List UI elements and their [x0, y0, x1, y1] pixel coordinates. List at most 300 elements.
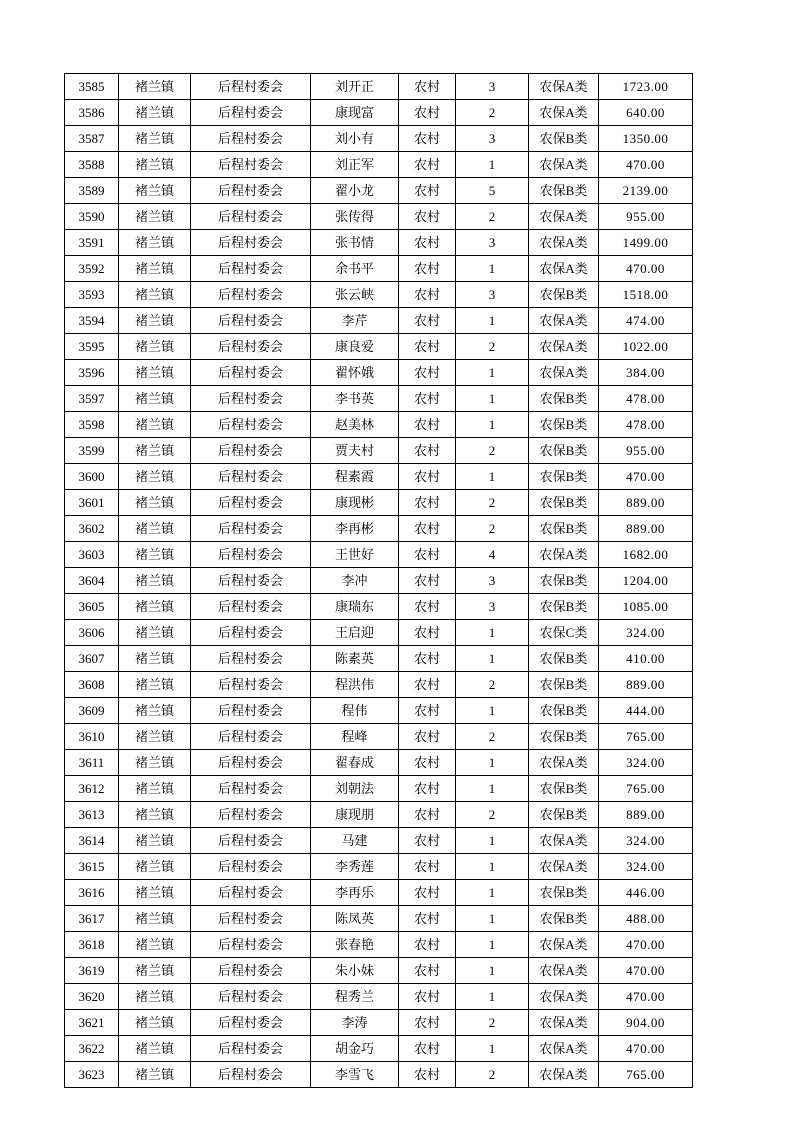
cell-amount: 1350.00 [599, 126, 693, 152]
cell-village: 后程村委会 [191, 464, 311, 490]
cell-serial: 3588 [65, 152, 119, 178]
cell-village: 后程村委会 [191, 230, 311, 256]
cell-name: 李涛 [311, 1010, 399, 1036]
cell-residence: 农村 [399, 490, 456, 516]
cell-town: 褚兰镇 [119, 1010, 191, 1036]
cell-village: 后程村委会 [191, 932, 311, 958]
cell-town: 褚兰镇 [119, 178, 191, 204]
cell-village: 后程村委会 [191, 282, 311, 308]
cell-serial: 3595 [65, 334, 119, 360]
cell-count: 2 [456, 490, 529, 516]
cell-serial: 3610 [65, 724, 119, 750]
cell-residence: 农村 [399, 412, 456, 438]
cell-town: 褚兰镇 [119, 880, 191, 906]
cell-serial: 3611 [65, 750, 119, 776]
cell-village: 后程村委会 [191, 594, 311, 620]
cell-residence: 农村 [399, 74, 456, 100]
cell-count: 3 [456, 282, 529, 308]
cell-town: 褚兰镇 [119, 230, 191, 256]
table-row [65, 1062, 693, 1088]
cell-residence: 农村 [399, 620, 456, 646]
cell-count: 2 [456, 516, 529, 542]
cell-amount: 470.00 [599, 1036, 693, 1062]
cell-category: 农保A类 [529, 74, 599, 100]
table-row [65, 750, 693, 776]
cell-residence: 农村 [399, 672, 456, 698]
cell-residence: 农村 [399, 100, 456, 126]
cell-serial: 3616 [65, 880, 119, 906]
cell-name: 胡金巧 [311, 1036, 399, 1062]
cell-town: 褚兰镇 [119, 308, 191, 334]
cell-category: 农保B类 [529, 724, 599, 750]
cell-serial: 3597 [65, 386, 119, 412]
table-body [65, 74, 693, 1088]
cell-count: 1 [456, 854, 529, 880]
cell-town: 褚兰镇 [119, 984, 191, 1010]
cell-residence: 农村 [399, 204, 456, 230]
cell-residence: 农村 [399, 594, 456, 620]
cell-residence: 农村 [399, 334, 456, 360]
cell-amount: 904.00 [599, 1010, 693, 1036]
cell-residence: 农村 [399, 360, 456, 386]
cell-residence: 农村 [399, 516, 456, 542]
cell-amount: 1085.00 [599, 594, 693, 620]
cell-count: 2 [456, 1010, 529, 1036]
table-row [65, 568, 693, 594]
cell-village: 后程村委会 [191, 984, 311, 1010]
cell-town: 褚兰镇 [119, 74, 191, 100]
cell-serial: 3606 [65, 620, 119, 646]
cell-residence: 农村 [399, 1010, 456, 1036]
cell-serial: 3613 [65, 802, 119, 828]
cell-category: 农保B类 [529, 412, 599, 438]
cell-count: 1 [456, 906, 529, 932]
cell-name: 陈素英 [311, 646, 399, 672]
cell-count: 1 [456, 646, 529, 672]
cell-category: 农保C类 [529, 620, 599, 646]
cell-town: 褚兰镇 [119, 386, 191, 412]
cell-residence: 农村 [399, 256, 456, 282]
cell-amount: 478.00 [599, 386, 693, 412]
cell-amount: 474.00 [599, 308, 693, 334]
cell-town: 褚兰镇 [119, 620, 191, 646]
table-row [65, 438, 693, 464]
cell-name: 王世好 [311, 542, 399, 568]
cell-village: 后程村委会 [191, 412, 311, 438]
cell-amount: 1204.00 [599, 568, 693, 594]
cell-residence: 农村 [399, 984, 456, 1010]
table-row [65, 360, 693, 386]
cell-serial: 3587 [65, 126, 119, 152]
cell-village: 后程村委会 [191, 906, 311, 932]
cell-count: 1 [456, 750, 529, 776]
table-row [65, 880, 693, 906]
cell-name: 翟怀娥 [311, 360, 399, 386]
cell-serial: 3620 [65, 984, 119, 1010]
cell-name: 赵美林 [311, 412, 399, 438]
cell-serial: 3608 [65, 672, 119, 698]
cell-category: 农保B类 [529, 282, 599, 308]
cell-town: 褚兰镇 [119, 698, 191, 724]
table-row [65, 386, 693, 412]
cell-amount: 324.00 [599, 620, 693, 646]
cell-count: 3 [456, 74, 529, 100]
cell-village: 后程村委会 [191, 438, 311, 464]
payment-table [64, 73, 693, 1088]
cell-village: 后程村委会 [191, 100, 311, 126]
cell-name: 刘朝法 [311, 776, 399, 802]
cell-category: 农保B类 [529, 516, 599, 542]
cell-town: 褚兰镇 [119, 1036, 191, 1062]
cell-category: 农保A类 [529, 204, 599, 230]
cell-amount: 1682.00 [599, 542, 693, 568]
cell-amount: 765.00 [599, 1062, 693, 1088]
cell-category: 农保B类 [529, 802, 599, 828]
cell-name: 康良爱 [311, 334, 399, 360]
table-row [65, 100, 693, 126]
cell-count: 1 [456, 776, 529, 802]
cell-village: 后程村委会 [191, 568, 311, 594]
cell-count: 1 [456, 880, 529, 906]
cell-name: 程峰 [311, 724, 399, 750]
cell-residence: 农村 [399, 542, 456, 568]
cell-village: 后程村委会 [191, 802, 311, 828]
cell-name: 程伟 [311, 698, 399, 724]
cell-category: 农保A类 [529, 1036, 599, 1062]
cell-serial: 3617 [65, 906, 119, 932]
table-row [65, 724, 693, 750]
cell-serial: 3622 [65, 1036, 119, 1062]
cell-serial: 3607 [65, 646, 119, 672]
cell-name: 翟小龙 [311, 178, 399, 204]
cell-town: 褚兰镇 [119, 594, 191, 620]
cell-count: 2 [456, 204, 529, 230]
cell-name: 余书平 [311, 256, 399, 282]
cell-name: 李秀莲 [311, 854, 399, 880]
cell-amount: 470.00 [599, 984, 693, 1010]
cell-amount: 410.00 [599, 646, 693, 672]
cell-residence: 农村 [399, 126, 456, 152]
cell-town: 褚兰镇 [119, 906, 191, 932]
cell-residence: 农村 [399, 1036, 456, 1062]
table-row [65, 308, 693, 334]
cell-name: 李芹 [311, 308, 399, 334]
cell-name: 康现富 [311, 100, 399, 126]
cell-serial: 3590 [65, 204, 119, 230]
table-row [65, 802, 693, 828]
cell-town: 褚兰镇 [119, 516, 191, 542]
cell-name: 张春艳 [311, 932, 399, 958]
cell-serial: 3586 [65, 100, 119, 126]
cell-village: 后程村委会 [191, 620, 311, 646]
cell-category: 农保A类 [529, 750, 599, 776]
cell-name: 张传得 [311, 204, 399, 230]
table-row [65, 932, 693, 958]
cell-amount: 640.00 [599, 100, 693, 126]
cell-town: 褚兰镇 [119, 100, 191, 126]
cell-village: 后程村委会 [191, 360, 311, 386]
table-row [65, 984, 693, 1010]
cell-amount: 1022.00 [599, 334, 693, 360]
cell-category: 农保B类 [529, 386, 599, 412]
cell-residence: 农村 [399, 282, 456, 308]
cell-serial: 3591 [65, 230, 119, 256]
cell-name: 康现朋 [311, 802, 399, 828]
cell-village: 后程村委会 [191, 724, 311, 750]
cell-category: 农保A类 [529, 334, 599, 360]
cell-serial: 3602 [65, 516, 119, 542]
cell-village: 后程村委会 [191, 490, 311, 516]
cell-count: 3 [456, 230, 529, 256]
cell-category: 农保A类 [529, 230, 599, 256]
cell-residence: 农村 [399, 750, 456, 776]
cell-count: 2 [456, 438, 529, 464]
cell-town: 褚兰镇 [119, 568, 191, 594]
cell-residence: 农村 [399, 308, 456, 334]
table-row [65, 178, 693, 204]
cell-count: 3 [456, 568, 529, 594]
table-row [65, 776, 693, 802]
cell-category: 农保A类 [529, 1010, 599, 1036]
cell-village: 后程村委会 [191, 828, 311, 854]
cell-serial: 3598 [65, 412, 119, 438]
cell-serial: 3621 [65, 1010, 119, 1036]
cell-village: 后程村委会 [191, 386, 311, 412]
cell-village: 后程村委会 [191, 152, 311, 178]
cell-serial: 3614 [65, 828, 119, 854]
table-row [65, 516, 693, 542]
cell-count: 2 [456, 1062, 529, 1088]
cell-residence: 农村 [399, 464, 456, 490]
cell-count: 1 [456, 932, 529, 958]
cell-amount: 470.00 [599, 464, 693, 490]
cell-serial: 3594 [65, 308, 119, 334]
cell-count: 1 [456, 412, 529, 438]
table-row [65, 1036, 693, 1062]
cell-town: 褚兰镇 [119, 854, 191, 880]
cell-count: 2 [456, 100, 529, 126]
cell-name: 朱小妹 [311, 958, 399, 984]
cell-count: 1 [456, 984, 529, 1010]
cell-category: 农保A类 [529, 828, 599, 854]
cell-amount: 488.00 [599, 906, 693, 932]
cell-village: 后程村委会 [191, 646, 311, 672]
cell-amount: 889.00 [599, 802, 693, 828]
cell-amount: 324.00 [599, 854, 693, 880]
cell-name: 李再彬 [311, 516, 399, 542]
cell-count: 1 [456, 360, 529, 386]
cell-name: 康瑞东 [311, 594, 399, 620]
cell-residence: 农村 [399, 646, 456, 672]
cell-village: 后程村委会 [191, 126, 311, 152]
cell-name: 程秀兰 [311, 984, 399, 1010]
cell-residence: 农村 [399, 178, 456, 204]
cell-residence: 农村 [399, 958, 456, 984]
cell-name: 康现彬 [311, 490, 399, 516]
cell-village: 后程村委会 [191, 880, 311, 906]
table-row [65, 412, 693, 438]
cell-category: 农保A类 [529, 932, 599, 958]
cell-count: 1 [456, 698, 529, 724]
cell-category: 农保B类 [529, 698, 599, 724]
cell-amount: 324.00 [599, 750, 693, 776]
cell-name: 张书情 [311, 230, 399, 256]
cell-category: 农保B类 [529, 594, 599, 620]
cell-residence: 农村 [399, 230, 456, 256]
cell-village: 后程村委会 [191, 1010, 311, 1036]
cell-town: 褚兰镇 [119, 776, 191, 802]
table-row [65, 256, 693, 282]
cell-category: 农保B类 [529, 672, 599, 698]
cell-name: 刘开正 [311, 74, 399, 100]
cell-village: 后程村委会 [191, 958, 311, 984]
cell-count: 3 [456, 594, 529, 620]
cell-name: 程素霞 [311, 464, 399, 490]
cell-town: 褚兰镇 [119, 802, 191, 828]
cell-category: 农保B类 [529, 438, 599, 464]
cell-count: 5 [456, 178, 529, 204]
cell-town: 褚兰镇 [119, 490, 191, 516]
cell-town: 褚兰镇 [119, 438, 191, 464]
cell-town: 褚兰镇 [119, 828, 191, 854]
cell-amount: 765.00 [599, 724, 693, 750]
cell-category: 农保A类 [529, 360, 599, 386]
cell-name: 程洪伟 [311, 672, 399, 698]
cell-name: 陈凤英 [311, 906, 399, 932]
cell-town: 褚兰镇 [119, 282, 191, 308]
cell-category: 农保B类 [529, 178, 599, 204]
cell-serial: 3593 [65, 282, 119, 308]
cell-serial: 3592 [65, 256, 119, 282]
cell-town: 褚兰镇 [119, 360, 191, 386]
cell-village: 后程村委会 [191, 74, 311, 100]
cell-serial: 3600 [65, 464, 119, 490]
cell-village: 后程村委会 [191, 256, 311, 282]
cell-village: 后程村委会 [191, 672, 311, 698]
cell-category: 农保A类 [529, 308, 599, 334]
cell-amount: 765.00 [599, 776, 693, 802]
cell-serial: 3623 [65, 1062, 119, 1088]
cell-town: 褚兰镇 [119, 750, 191, 776]
cell-category: 农保A类 [529, 1062, 599, 1088]
cell-count: 1 [456, 308, 529, 334]
cell-village: 后程村委会 [191, 178, 311, 204]
cell-town: 褚兰镇 [119, 256, 191, 282]
cell-town: 褚兰镇 [119, 542, 191, 568]
table-row [65, 698, 693, 724]
cell-count: 1 [456, 256, 529, 282]
cell-amount: 955.00 [599, 438, 693, 464]
cell-category: 农保A类 [529, 256, 599, 282]
cell-count: 1 [456, 958, 529, 984]
cell-residence: 农村 [399, 828, 456, 854]
cell-amount: 324.00 [599, 828, 693, 854]
cell-village: 后程村委会 [191, 698, 311, 724]
cell-serial: 3609 [65, 698, 119, 724]
cell-amount: 470.00 [599, 932, 693, 958]
cell-amount: 889.00 [599, 490, 693, 516]
cell-serial: 3619 [65, 958, 119, 984]
cell-category: 农保B类 [529, 568, 599, 594]
table-row [65, 490, 693, 516]
cell-village: 后程村委会 [191, 204, 311, 230]
cell-town: 褚兰镇 [119, 334, 191, 360]
cell-name: 张云峡 [311, 282, 399, 308]
table-row [65, 230, 693, 256]
cell-count: 1 [456, 152, 529, 178]
cell-serial: 3603 [65, 542, 119, 568]
cell-serial: 3585 [65, 74, 119, 100]
cell-serial: 3618 [65, 932, 119, 958]
cell-category: 农保B类 [529, 490, 599, 516]
cell-residence: 农村 [399, 386, 456, 412]
cell-village: 后程村委会 [191, 1036, 311, 1062]
table-row [65, 74, 693, 100]
cell-amount: 955.00 [599, 204, 693, 230]
cell-count: 1 [456, 464, 529, 490]
cell-amount: 2139.00 [599, 178, 693, 204]
cell-amount: 446.00 [599, 880, 693, 906]
cell-name: 李书英 [311, 386, 399, 412]
cell-amount: 1499.00 [599, 230, 693, 256]
cell-category: 农保B类 [529, 126, 599, 152]
cell-residence: 农村 [399, 568, 456, 594]
cell-town: 褚兰镇 [119, 958, 191, 984]
cell-village: 后程村委会 [191, 776, 311, 802]
cell-village: 后程村委会 [191, 516, 311, 542]
cell-category: 农保A类 [529, 958, 599, 984]
cell-category: 农保B类 [529, 464, 599, 490]
cell-count: 2 [456, 802, 529, 828]
table-row [65, 464, 693, 490]
cell-serial: 3612 [65, 776, 119, 802]
cell-amount: 384.00 [599, 360, 693, 386]
cell-name: 李再乐 [311, 880, 399, 906]
cell-town: 褚兰镇 [119, 932, 191, 958]
cell-name: 刘正军 [311, 152, 399, 178]
table-row [65, 152, 693, 178]
cell-name: 王启迎 [311, 620, 399, 646]
cell-amount: 478.00 [599, 412, 693, 438]
table-row [65, 620, 693, 646]
cell-amount: 1518.00 [599, 282, 693, 308]
table-row [65, 828, 693, 854]
cell-category: 农保A类 [529, 542, 599, 568]
cell-name: 马建 [311, 828, 399, 854]
table-row [65, 1010, 693, 1036]
cell-serial: 3615 [65, 854, 119, 880]
document-page [64, 73, 693, 1088]
cell-town: 褚兰镇 [119, 724, 191, 750]
cell-village: 后程村委会 [191, 334, 311, 360]
cell-residence: 农村 [399, 932, 456, 958]
cell-residence: 农村 [399, 1062, 456, 1088]
cell-category: 农保A类 [529, 854, 599, 880]
cell-serial: 3589 [65, 178, 119, 204]
cell-amount: 889.00 [599, 516, 693, 542]
table-row [65, 854, 693, 880]
cell-town: 褚兰镇 [119, 412, 191, 438]
cell-count: 3 [456, 126, 529, 152]
cell-village: 后程村委会 [191, 1062, 311, 1088]
table-row [65, 672, 693, 698]
cell-name: 贾夫村 [311, 438, 399, 464]
table-row [65, 334, 693, 360]
cell-category: 农保B类 [529, 880, 599, 906]
cell-residence: 农村 [399, 802, 456, 828]
cell-serial: 3599 [65, 438, 119, 464]
table-row [65, 594, 693, 620]
